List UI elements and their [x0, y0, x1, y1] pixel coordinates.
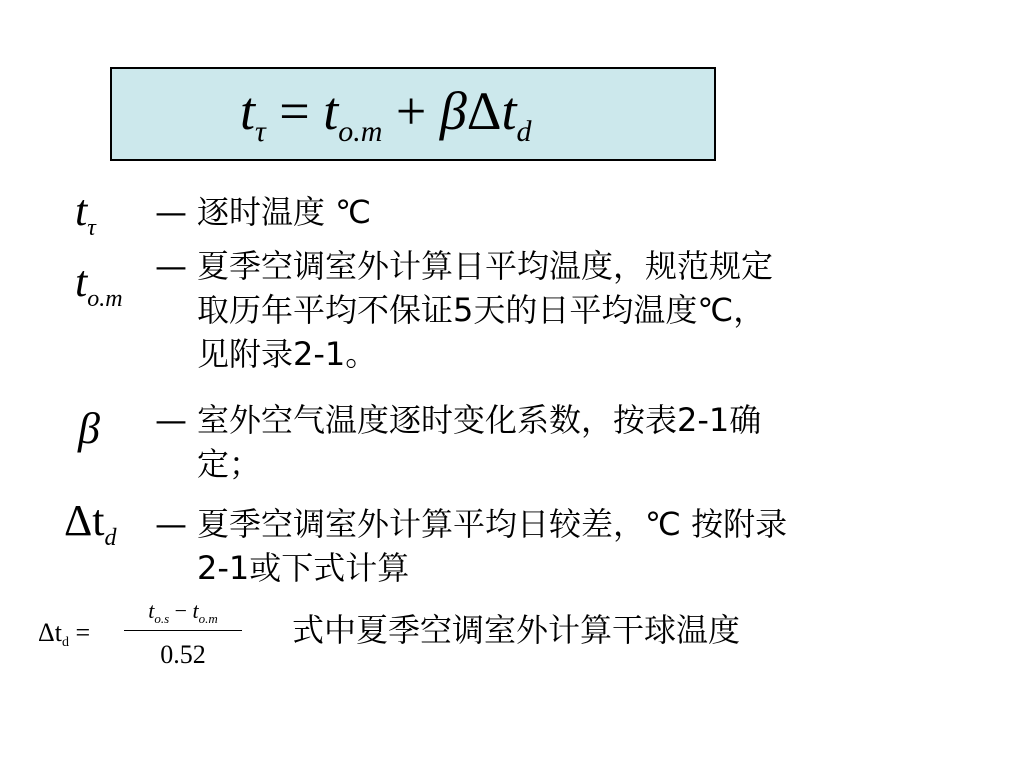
- daily-range-formula: [38, 598, 248, 678]
- definition-line: 逐时温度 ℃: [197, 193, 372, 231]
- definition-line-2: [155, 546, 787, 590]
- formula-lhs: t: [240, 81, 256, 141]
- definition-line-1: [155, 398, 761, 442]
- formula-note: 式中夏季空调室外计算干球温度: [292, 611, 741, 649]
- numerator-t-om: t: [192, 598, 199, 623]
- definition-line: 夏季空调室外计算平均日较差，℃ 按附录: [197, 505, 788, 543]
- symbol-beta-main: β: [78, 404, 100, 453]
- formula-t1-sub: o.m: [338, 115, 383, 148]
- symbol-delta-td-main: Δt: [64, 496, 105, 545]
- formula-plus: +: [395, 81, 427, 141]
- definition-t-tau: [155, 190, 371, 234]
- numerator-t-os-sub: o.s: [154, 611, 170, 626]
- symbol-delta-td-sub: d: [104, 525, 117, 551]
- symbol-beta: [78, 404, 100, 454]
- formula-lhs-sub: τ: [255, 115, 266, 148]
- formula-lhs: [38, 618, 90, 648]
- definition-line-3: [155, 332, 773, 376]
- definition-line-1: [155, 502, 787, 546]
- symbol-t-tau: [75, 186, 96, 241]
- formula-delta: Δ: [466, 81, 502, 141]
- definition-dash: —: [155, 247, 187, 285]
- definition-line: 2-1或下式计算: [197, 549, 410, 587]
- definition-delta-td: [155, 502, 787, 590]
- formula-numerator: [124, 598, 242, 624]
- definition-line-1: [155, 244, 773, 288]
- symbol-t-om-sub: o.m: [87, 286, 123, 312]
- definition-line-2: [155, 288, 773, 332]
- definition-dash: —: [155, 505, 187, 543]
- symbol-delta-td: [64, 496, 117, 551]
- fraction-bar: [124, 630, 242, 631]
- formula-denominator: 0.52: [160, 640, 206, 669]
- formula-equals: =: [75, 618, 91, 647]
- formula-lhs-main: Δt: [38, 618, 62, 647]
- definition-line: 室外空气温度逐时变化系数，按表2-1确: [197, 401, 762, 439]
- symbol-t-om-main: t: [75, 257, 88, 306]
- definition-beta: [155, 398, 761, 486]
- symbol-t-om: [75, 257, 123, 312]
- definition-dash: —: [155, 401, 187, 439]
- definition-line-2: [155, 442, 761, 486]
- numerator-t-om-sub: o.m: [198, 611, 218, 626]
- definition-dash: —: [155, 193, 187, 231]
- numerator-minus: −: [174, 598, 188, 623]
- numerator-t-os: t: [148, 598, 155, 623]
- definition-line: 取历年平均不保证5天的日平均温度℃，: [197, 291, 766, 329]
- main-formula: [240, 76, 532, 146]
- formula-beta: β: [439, 81, 467, 141]
- definition-line: 夏季空调室外计算日平均温度，规范规定: [197, 247, 774, 285]
- definition-line: 定；: [197, 445, 262, 483]
- definition-t-om: [155, 244, 773, 376]
- symbol-t-tau-sub: τ: [87, 215, 96, 241]
- formula-t2: t: [501, 81, 517, 141]
- formula-t1: t: [323, 81, 339, 141]
- formula-lhs-sub: d: [61, 635, 69, 650]
- formula-t2-sub: d: [516, 115, 532, 148]
- definition-line: 见附录2-1。: [197, 335, 378, 373]
- symbol-t-tau-main: t: [75, 186, 88, 235]
- formula-equals: =: [279, 81, 310, 141]
